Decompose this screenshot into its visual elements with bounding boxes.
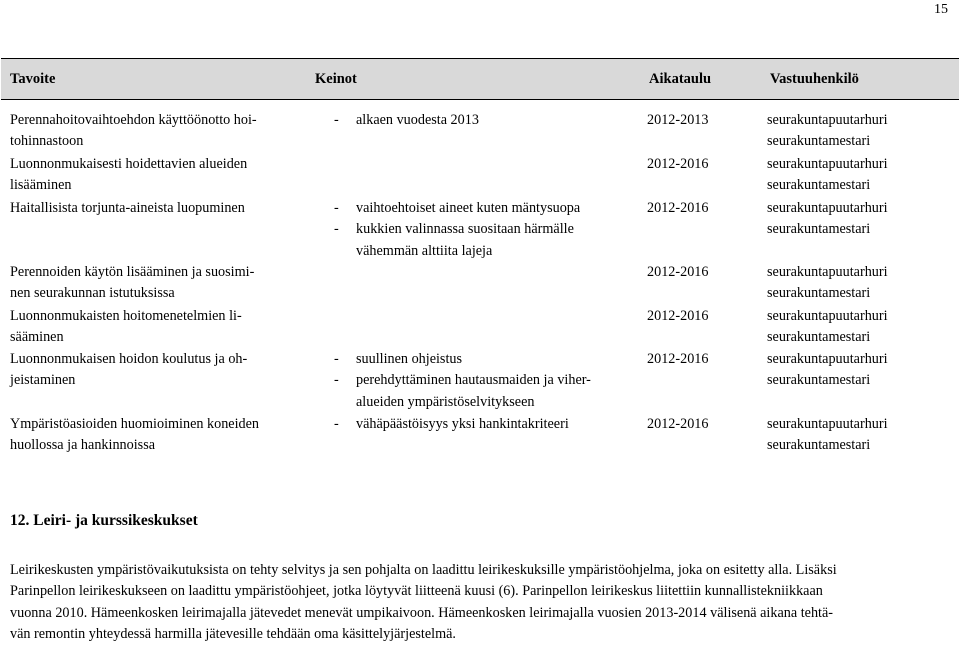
responsible-text: seurakuntapuutarhuri (767, 200, 888, 216)
goal-cell (10, 306, 310, 349)
means-text: perehdyttäminen hautausmaiden ja viher- (356, 372, 591, 389)
header-goal: Tavoite (10, 70, 56, 87)
means-item (334, 241, 654, 262)
goal-text: lisääminen (10, 177, 72, 194)
goal-text: Luonnonmukaisen hoidon koulutus ja oh- (10, 351, 248, 367)
responsible-cell (767, 198, 947, 241)
means-cell (334, 414, 654, 435)
means-item (334, 110, 654, 131)
means-text: vähemmän alttiita lajeja (356, 242, 493, 259)
schedule-cell: 2012-2016 (647, 308, 709, 324)
responsible-cell (767, 110, 947, 153)
schedule-cell: 2012-2016 (647, 351, 709, 367)
schedule-cell: 2012-2013 (647, 112, 709, 128)
bullet-dash (334, 241, 356, 262)
bullet-dash: - (334, 416, 339, 432)
goal-text: Perennoiden käytön lisääminen ja suosimi- (10, 264, 255, 280)
paragraph-line: vuonna 2010. Hämeenkosken leirimajalla jätevedet menevät umpikaivoon. Hämeenkosken leirimajalla vuosien 2013-2014 välisenä aikana tehtä- (10, 604, 833, 621)
bullet-dash: - (334, 221, 339, 238)
goal-text: tohinnastoon (10, 133, 84, 150)
goal-text: nen seurakunnan istutuksissa (10, 285, 175, 302)
goal-cell (10, 198, 310, 219)
schedule-cell: 2012-2016 (647, 200, 709, 216)
responsible-cell (767, 414, 947, 457)
responsible-text: seurakuntapuutarhuri (767, 156, 888, 172)
responsible-text: seurakuntamestari (767, 372, 871, 389)
page-number: 15 (934, 2, 948, 17)
goal-text: Luonnonmukaisten hoitomenetelmien li- (10, 308, 242, 324)
header-schedule: Aikataulu (649, 70, 712, 87)
responsible-text: seurakuntamestari (767, 221, 871, 238)
goal-text: Haitallisista torjunta-aineista luopuminen (10, 200, 245, 216)
bullet-dash: - (334, 372, 339, 389)
means-cell (334, 198, 654, 262)
goal-text: Ympäristöasioiden huomioiminen koneiden (10, 416, 260, 432)
responsible-cell (767, 349, 947, 392)
means-item (334, 219, 654, 240)
means-text: vaihtoehtoiset aineet kuten mäntysuopa (356, 200, 581, 216)
responsible-text: seurakuntapuutarhuri (767, 264, 888, 280)
responsible-text: seurakuntamestari (767, 177, 871, 194)
means-text: kukkien valinnassa suositaan härmälle (356, 221, 574, 238)
means-cell (334, 110, 654, 131)
responsible-cell (767, 306, 947, 349)
means-item (334, 392, 654, 413)
means-item (334, 198, 654, 219)
schedule-cell: 2012-2016 (647, 264, 709, 280)
responsible-text: seurakuntapuutarhuri (767, 416, 888, 432)
means-item (334, 349, 654, 370)
responsible-text: seurakuntamestari (767, 437, 871, 454)
header-means: Keinot (315, 70, 357, 87)
goal-cell (10, 349, 310, 392)
goal-text: jeistaminen (10, 372, 76, 389)
means-text: alueiden ympäristöselvitykseen (356, 393, 535, 410)
means-text: alkaen vuodesta 2013 (356, 112, 479, 128)
responsible-text: seurakuntamestari (767, 133, 871, 150)
means-item (334, 370, 654, 391)
responsible-cell (767, 262, 947, 305)
means-text: suullinen ohjeistus (356, 351, 463, 367)
table-header (1, 58, 959, 100)
responsible-text: seurakuntamestari (767, 329, 871, 346)
means-item (334, 414, 654, 435)
paragraph-line: Parinpellon leirikeskukseen on laadittu ympäristöohjeet, jotka löytyvät liitteenä kuusi (6). Parinpellon leirikeskus liitettiin kunnallistekniikkaan (10, 583, 823, 600)
paragraph-line: vän remontin yhteydessä harmilla jätevesille tehdään oma käsittelyjärjestelmä. (10, 626, 456, 643)
header-responsible: Vastuuhenkilö (770, 70, 859, 87)
goal-text: sääminen (10, 329, 64, 346)
goal-cell (10, 154, 310, 197)
goal-cell (10, 110, 310, 153)
goal-text: Perennahoitovaihtoehdon käyttöönotto hoi- (10, 112, 257, 128)
schedule-cell: 2012-2016 (647, 416, 709, 432)
bullet-dash (334, 392, 356, 413)
responsible-text: seurakuntapuutarhuri (767, 351, 888, 367)
bullet-dash: - (334, 351, 339, 367)
responsible-text: seurakuntapuutarhuri (767, 308, 888, 324)
responsible-text: seurakuntamestari (767, 285, 871, 302)
means-cell (334, 349, 654, 413)
paragraph-line: Leirikeskusten ympäristövaikutuksista on tehty selvitys ja sen pohjalta on laadittu leirikeskuksille ympäristöohjelma, joka on esitetty alla. Lisäksi (10, 562, 837, 578)
schedule-cell: 2012-2016 (647, 156, 709, 172)
goal-text: Luonnonmukaisesti hoidettavien alueiden (10, 156, 248, 172)
responsible-text: seurakuntapuutarhuri (767, 112, 888, 128)
goal-text: huollossa ja hankinnoissa (10, 437, 156, 454)
section-paragraph (10, 560, 955, 646)
section-title: 12. Leiri- ja kurssikeskukset (10, 512, 198, 529)
bullet-dash: - (334, 112, 339, 128)
goal-cell (10, 262, 310, 305)
means-text: vähäpäästöisyys yksi hankintakriteeri (356, 416, 569, 432)
bullet-dash: - (334, 200, 339, 216)
goal-cell (10, 414, 310, 457)
responsible-cell (767, 154, 947, 197)
